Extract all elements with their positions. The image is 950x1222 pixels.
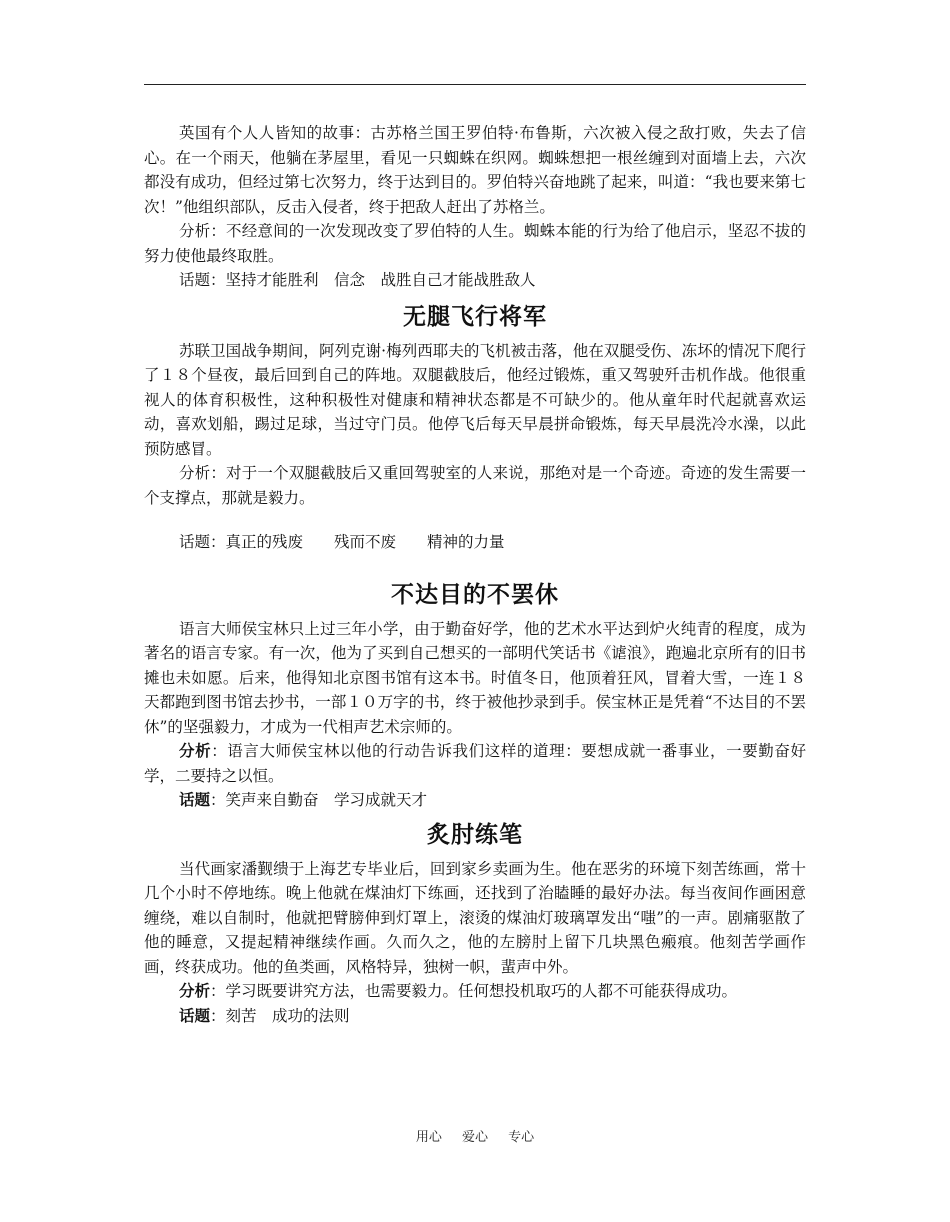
story1-topic: 话题：坚持才能胜利 信念 战胜自己才能战胜敌人: [179, 271, 536, 289]
footer-item: 专心: [508, 1130, 535, 1145]
story4-body: 当代画家潘觐缋于上海艺专毕业后，回到家乡卖画为生。他在恶劣的环境下刻苦练画，常十几个小时不停地练。晚上他就在煤油灯下练画，还找到了治瞌睡的最好办法。每当夜间作画困意缠绕，难以自制时，他就把臂膀伸到灯罩上，滚烫的煤油灯玻璃罩发出“嗤”的一声。剧痛驱散了他的睡意，又提起精神继续作画。久而久之，他的左膀肘上留下几块黑色瘢痕。他刻苦学画作画，终获成功。他的鱼类画，风格特异，独树一帜，蜚声中外。: [144, 859, 806, 976]
story2-body: 苏联卫国战争期间，阿列克谢·梅列西耶夫的飞机被击落，他在双腿受伤、冻坏的情况下爬行了１８个昼夜，最后回到自己的阵地。双腿截肢后，他经过锻炼，重又驾驶歼击机作战。他很重视人的体育积极性，这种积极性对健康和精神状态都是不可缺少的。他从童年时代起就喜欢运动，喜欢划船，踢过足球，当过守门员。他停飞后每天早晨拼命锻炼，每天早晨洗冷水澡，以此预防感冒。: [144, 341, 806, 458]
story4-topic-text: ：刻苦 成功的法则: [210, 1006, 350, 1025]
story2-topic: 话题：真正的残废 残而不废 精神的力量: [179, 533, 505, 551]
story3-title: 不达目的不罢休: [391, 581, 559, 608]
header-rule: [144, 84, 806, 85]
story1-body: 英国有个人人皆知的故事：古苏格兰国王罗伯特·布鲁斯，六次被入侵之敌打败，失去了信心。在一个雨天，他躺在茅屋里，看见一只蜘蛛在织网。蜘蛛想把一根丝缠到对面墙上去，六次都没有成功，但经过第七次努力，终于达到目的。罗伯特兴奋地跳了起来，叫道：“我也要来第七次！”他组织部队，反击入侵者，终于把敌人赶出了苏格兰。: [144, 124, 806, 216]
story3-body: 语言大师侯宝林只上过三年小学，由于勤奋好学，他的艺术水平达到炉火纯青的程度，成为著名的语言专家。有一次，他为了买到自己想买的一部明代笑话书《谑浪》，跑遍北京所有的旧书摊也未如愿。后来，他得知北京图书馆有这本书。时值冬日，他顶着狂风，冒着大雪，一连１８天都跑到图书馆去抄书，一部１０万字的书，终于被他抄录到手。侯宝林正是凭着“不达目的不罢休”的坚强毅力，才成为一代相声艺术宗师的。: [144, 619, 806, 736]
story3-analysis-text: ：语言大师侯宝林以他的行动告诉我们这样的道理：要想成就一番事业，一要勤奋好学，二要持之以恒。: [144, 742, 806, 785]
story2-title: 无腿飞行将军: [403, 303, 547, 330]
spacer: [144, 510, 806, 530]
footer-item: 用心: [415, 1130, 442, 1145]
content-area: [144, 121, 806, 1028]
story2-analysis: 分析：对于一个双腿截肢后又重回驾驶室的人来说，那绝对是一个奇迹。奇迹的发生需要一个支撑点，那就是毅力。: [144, 464, 806, 507]
story3-topic: [144, 788, 806, 813]
page-footer: [0, 1126, 950, 1145]
topic-label: 话题: [179, 1005, 211, 1025]
analysis-label: 分析: [179, 741, 212, 760]
story4-title: 炙肘练笔: [427, 821, 523, 848]
story3-topic-text: ：笑声来自勤奋 学习成就天才: [210, 791, 428, 809]
story4-analysis-text: ：学习既要讲究方法，也需要毅力。任何想投机取巧的人都不可能获得成功。: [210, 982, 738, 1000]
story4-topic: [144, 1004, 806, 1029]
story1-analysis: 分析：不经意间的一次发现改变了罗伯特的人生。蜘蛛本能的行为给了他启示，坚忍不拔的努力使他最终取胜。: [144, 222, 806, 265]
topic-label: 话题: [179, 790, 211, 809]
story4-analysis: [144, 979, 806, 1004]
footer-item: 爱心: [461, 1130, 488, 1145]
analysis-label: 分析: [179, 981, 211, 1000]
story3-analysis: [144, 739, 806, 788]
